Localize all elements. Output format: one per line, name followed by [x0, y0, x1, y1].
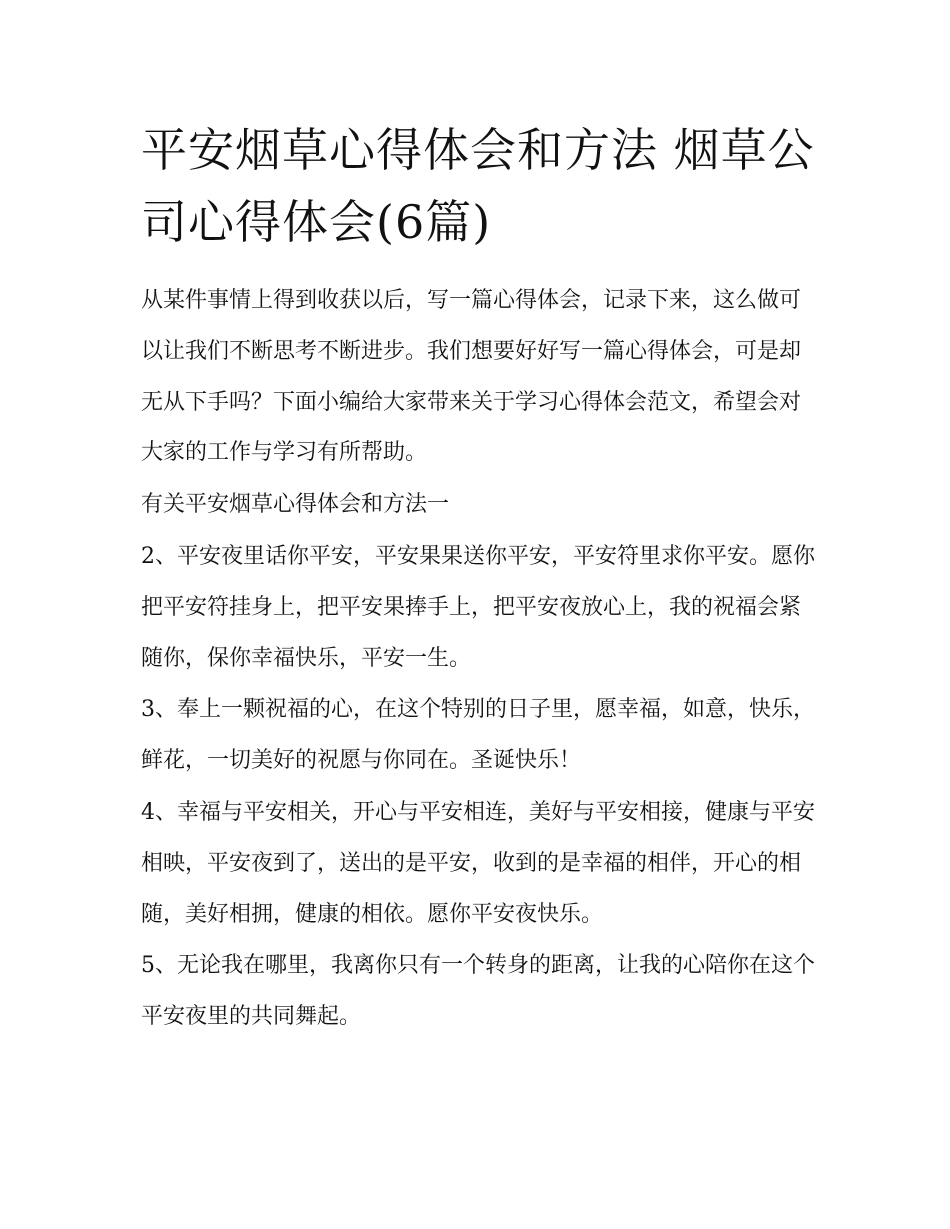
- document-title: 平安烟草心得体会和方法 烟草公司心得体会(6篇): [141, 123, 815, 249]
- paragraph-item-2: 2、平安夜里话你平安，平安果果送你平安，平安符里求你平安。愿你把平安符挂身上，把平安果捧手上，把平安夜放心上，我的祝福会紧随你，保你幸福快乐，平安一生。: [141, 543, 815, 671]
- document-body: [141, 276, 816, 1044]
- paragraph-intro: 从某件事情上得到收获以后，写一篇心得体会，记录下来，这么做可以让我们不断思考不断进步。我们想要好好写一篇心得体会，可是却无从下手吗？下面小编给大家带来关于学习心得体会范文，希望会对大家的工作与学习有所帮助。: [141, 288, 802, 466]
- paragraph-item-4: 4、幸福与平安相关，开心与平安相连，美好与平安相接，健康与平安相映，平安夜到了，送出的是平安，收到的是幸福的相伴，开心的相随，美好相拥，健康的相依。愿你平安夜快乐。: [141, 799, 815, 927]
- paragraph-item-3: 3、奉上一颗祝福的心，在这个特别的日子里，愿幸福，如意，快乐，鲜花，一切美好的祝愿与你同在。圣诞快乐！: [141, 697, 815, 774]
- section-heading: 有关平安烟草心得体会和方法一: [141, 492, 450, 518]
- paragraph-item-5: 5、无论我在哪里，我离你只有一个转身的距离，让我的心陪你在这个平安夜里的共同舞起。: [141, 953, 815, 1030]
